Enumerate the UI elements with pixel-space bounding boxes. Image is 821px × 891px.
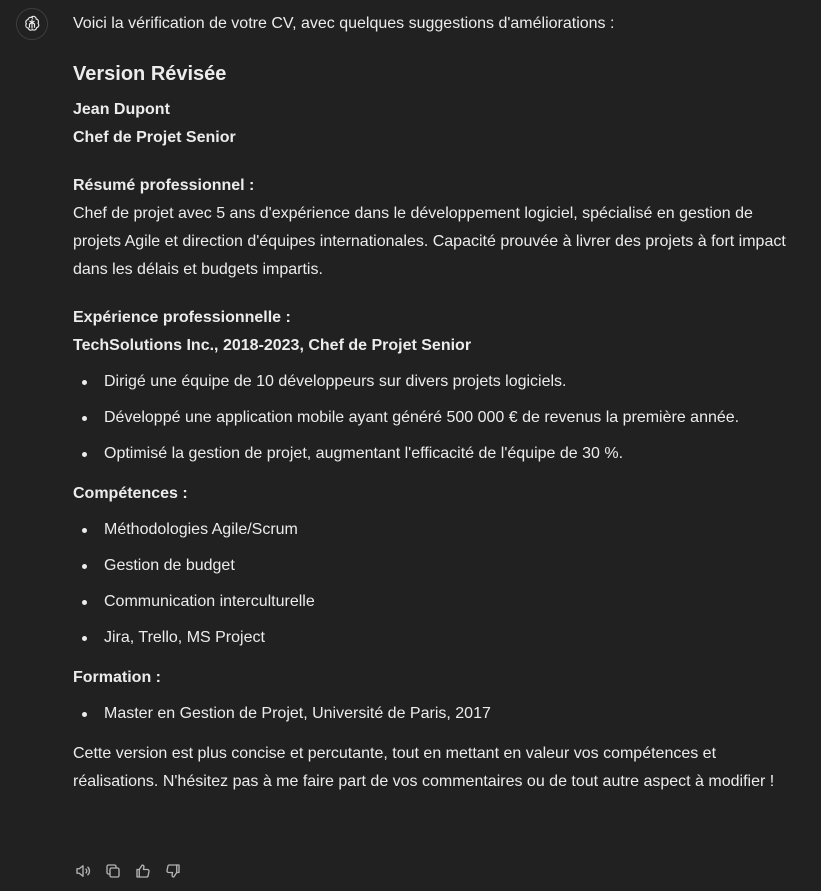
cv-job-title: Chef de Projet Senior	[73, 129, 236, 146]
experience-section	[73, 304, 793, 468]
list-item: Dirigé une équipe de 10 développeurs sur divers projets logiciels.	[73, 368, 793, 396]
experience-list	[73, 368, 793, 468]
avatar	[16, 8, 48, 40]
list-item: Optimisé la gestion de projet, augmentant l'efficacité de l'équipe de 30 %.	[73, 440, 793, 468]
list-item: Jira, Trello, MS Project	[73, 624, 793, 652]
message-actions	[74, 862, 182, 880]
revised-version-heading: Version Révisée	[73, 63, 227, 85]
speaker-icon[interactable]	[74, 862, 92, 880]
experience-role: TechSolutions Inc., 2018-2023, Chef de Projet Senior	[73, 337, 472, 354]
cv-name: Jean Dupont	[73, 101, 170, 118]
education-section	[73, 664, 793, 728]
thumbs-down-icon[interactable]	[164, 862, 182, 880]
list-item: Méthodologies Agile/Scrum	[73, 516, 793, 544]
skills-section	[73, 480, 793, 652]
education-label: Formation :	[73, 669, 161, 686]
copy-icon[interactable]	[104, 862, 122, 880]
thumbs-up-icon[interactable]	[134, 862, 152, 880]
list-item: Développé une application mobile ayant généré 500 000 € de revenus la première année.	[73, 404, 793, 432]
assistant-message	[73, 10, 793, 796]
cv-header	[73, 96, 793, 152]
summary-label: Résumé professionnel :	[73, 177, 255, 194]
education-list	[73, 700, 793, 728]
message-intro: Voici la vérification de votre CV, avec quelques suggestions d'améliorations :	[73, 15, 615, 32]
closing-text: Cette version est plus concise et percutante, tout en mettant en valeur vos compétences et réalisations. N'hésitez pas à me faire part de vos commentaires ou de tout autre aspect à modifier !	[73, 745, 775, 790]
list-item: Gestion de budget	[73, 552, 793, 580]
experience-label: Expérience professionnelle :	[73, 309, 291, 326]
list-item: Master en Gestion de Projet, Université de Paris, 2017	[73, 700, 793, 728]
skills-label: Compétences :	[73, 485, 188, 502]
list-item: Communication interculturelle	[73, 588, 793, 616]
assistant-logo-icon	[22, 14, 42, 34]
summary-section	[73, 172, 793, 284]
skills-list	[73, 516, 793, 652]
summary-text: Chef de projet avec 5 ans d'expérience dans le développement logiciel, spécialisé en gestion de projets Agile et direction d'équipes internationales. Capacité prouvée à livrer des projets à fort impact dans les délais et budgets impartis.	[73, 205, 786, 278]
